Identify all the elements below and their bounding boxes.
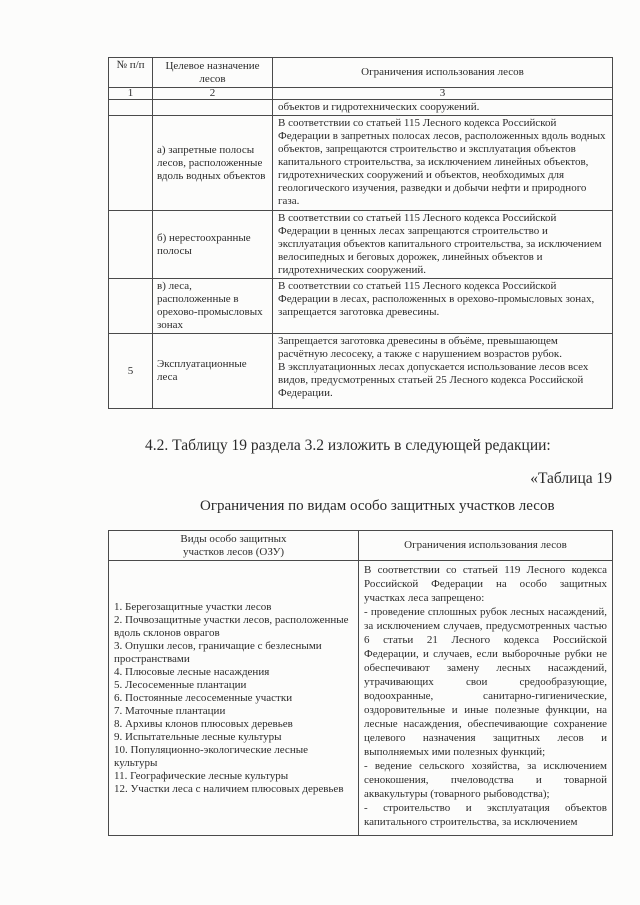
- list-item: 11. Географические лесные культуры: [114, 769, 289, 782]
- table-row: [109, 334, 613, 409]
- row-number-cell: [109, 279, 153, 334]
- restriction-paragraph: В соответствии со статьей 115 Лесного кодекса Российской Федерации в лесах, расположенных в орехово-промысловых зонах, запрещается заготовка древесины.: [278, 280, 595, 318]
- list-item: 9. Испытательные лесные культуры: [114, 730, 282, 743]
- list-item: 12. Участки леса с наличием плюсовых деревьев: [114, 782, 344, 795]
- restriction-paragraph: объектов и гидротехнических сооружений.: [278, 101, 480, 113]
- ozu-restrictions-table: [108, 530, 613, 836]
- table-row: [109, 279, 613, 334]
- row-number-cell: [109, 100, 153, 116]
- row-number-cell: 5: [109, 334, 153, 409]
- amendment-text: 4.2. Таблицу 19 раздела 3.2 изложить в следующей редакции:: [145, 437, 551, 454]
- table2-header-ozu-types: [109, 531, 359, 561]
- table-title: Ограничения по видам особо защитных участков лесов: [200, 498, 555, 514]
- restrictions-cell: [273, 279, 613, 334]
- row-number-cell: [109, 211, 153, 279]
- table-label: «Таблица 19: [530, 470, 612, 487]
- list-item: 4. Плюсовые лесные насаждения: [114, 665, 270, 678]
- restriction-item: - проведение сплошных рубок лесных насаждений, за исключением случаев, предусмотренных частью 6 статьи 21 Лесного кодекса Российской Федерации, и случаев, если выборочные рубки не обеспечивают замену лесных насаждений, утрачивающих свои средообразующие, водоохранные, санитарно-гигиенические, оздоровительные и иные полезные функции, на лесные насаждения, обеспечивающие сохранение целевого назначения защитных лесов и выполняемых ими полезных функций;: [364, 606, 607, 758]
- restrictions-cell: [273, 116, 613, 211]
- table1-header-purpose: Целевое назначение лесов: [153, 58, 273, 88]
- table1-header-row: [109, 58, 613, 88]
- restriction-item: - ведение сельского хозяйства, за исключением сенокошения, пчеловодства и товарной аквакультуры (товарного рыбоводства);: [364, 760, 607, 800]
- table-row: [109, 561, 613, 836]
- table1-column-number-2: 2: [153, 88, 273, 100]
- restriction-paragraph: Запрещается заготовка древесины в объёме, превышающем расчётную лесосеку, а также с нарушением возрастов рубок.: [278, 335, 563, 360]
- restrictions-cell: [273, 100, 613, 116]
- purpose-cell: б) нерестоохранные полосы: [153, 211, 273, 279]
- table2-header-ozu-types-label: Виды особо защитных участков лесов (ОЗУ): [180, 532, 287, 558]
- table-row: [109, 211, 613, 279]
- restrictions-cell: [273, 334, 613, 409]
- list-item: 2. Почвозащитные участки лесов, расположенные вдоль склонов оврагов: [114, 613, 349, 639]
- row-number-cell: [109, 116, 153, 211]
- restrictions-intro: В соответствии со статьей 119 Лесного кодекса Российской Федерации на особо защитных участках леса запрещено:: [364, 564, 607, 604]
- table-row: [109, 116, 613, 211]
- table2-header-row: [109, 531, 613, 561]
- purpose-cell: [153, 100, 273, 116]
- purpose-cell: а) запретные полосы лесов, расположенные вдоль водных объектов: [153, 116, 273, 211]
- table1-header-restrictions: Ограничения использования лесов: [273, 58, 613, 88]
- restrictions-cell: [273, 211, 613, 279]
- ozu-types-cell: [109, 561, 359, 836]
- list-item: 7. Маточные плантации: [114, 704, 226, 717]
- restriction-paragraph: В соответствии со статьей 115 Лесного кодекса Российской Федерации в ценных лесах запрещаются строительство и эксплуатация объектов капитального строительства, за исключением велосипедных и беговых дорожек, линейных объектов и гидротехнических сооружений.: [278, 212, 602, 276]
- list-item: 1. Берегозащитные участки лесов: [114, 600, 272, 613]
- list-item: 8. Архивы клонов плюсовых деревьев: [114, 717, 293, 730]
- purpose-cell: Эксплуатационные леса: [153, 334, 273, 409]
- list-item: 5. Лесосеменные плантации: [114, 678, 247, 691]
- table1-column-number-3: 3: [273, 88, 613, 100]
- table1-column-number-row: [109, 88, 613, 100]
- restriction-paragraph: В эксплуатационных лесах допускается использование лесов всех видов, предусмотренных статьей 25 Лесного кодекса Российской Федерации.: [278, 361, 589, 399]
- ozu-restrictions-cell: [359, 561, 613, 836]
- list-item: 6. Постоянные лесосеменные участки: [114, 691, 293, 704]
- list-item: 10. Популяционно-экологические лесные культуры: [114, 743, 308, 769]
- table1-header-number: № п/п: [109, 58, 153, 88]
- restriction-item: - строительство и эксплуатация объектов капитального строительства, за исключением: [364, 802, 607, 828]
- purpose-cell: в) леса, расположенные в орехово-промысловых зонах: [153, 279, 273, 334]
- table1-column-number-1: 1: [109, 88, 153, 100]
- forest-purpose-restrictions-table: [108, 57, 613, 409]
- table2-header-restrictions: Ограничения использования лесов: [359, 531, 613, 561]
- list-item: 3. Опушки лесов, граничащие с безлесными пространствами: [114, 639, 322, 665]
- restriction-paragraph: В соответствии со статьей 115 Лесного кодекса Российской Федерации в запретных полосах лесов, расположенных вдоль водных объектов, запрещаются строительство и эксплуатация объектов капитального строительства, за исключением линейных объектов, гидротехнических сооружений и объектов, необходимых для геологического изучения, разведки и добычи нефти и природного газа.: [278, 117, 606, 207]
- table-row: [109, 100, 613, 116]
